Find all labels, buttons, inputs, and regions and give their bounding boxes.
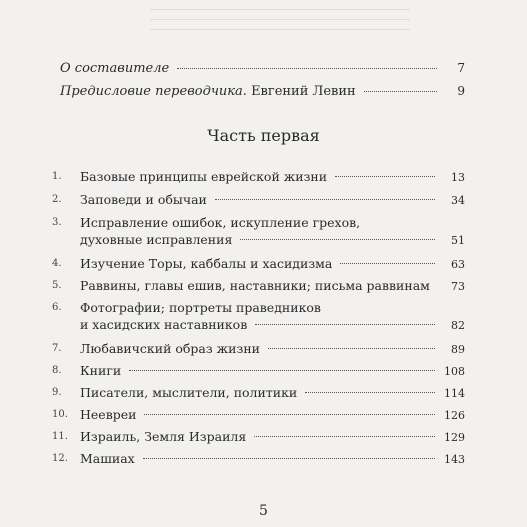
chapter-title: Раввины, главы ешив, наставники; письма раввинам [80,278,430,293]
chapter-title: Заповеди и обычаи [80,192,207,207]
chapter-number: 10. [52,409,68,420]
chapter-page: 51 [451,234,465,247]
chapter-number: 12. [52,453,68,464]
chapter-page: 13 [451,171,465,184]
chapter-title: Фотографии; портреты праведников [80,300,321,315]
chapter-entry [52,214,465,249]
chapter-entry [52,191,465,209]
toc-entry-page: 9 [457,84,465,98]
chapter-number: 7. [52,343,62,354]
dot-leader [240,239,435,240]
toc-entry-author: Евгений Левин [246,84,356,99]
toc-entry-title: О составителе [60,61,170,76]
chapter-page: 34 [451,194,465,207]
chapter-title-cont: и хасидских наставников [80,317,248,332]
chapter-page: 82 [451,319,465,332]
chapter-page: 89 [451,343,465,356]
chapter-title: Исправление ошибок, искупление грехов, [80,215,361,230]
dot-leader [255,324,435,325]
chapter-title: Базовые принципы еврейской жизни [80,169,328,184]
toc-entry-title: Предисловие переводчика. [60,84,247,99]
chapter-entry [52,362,465,380]
chapter-title-cont: духовные исправления [80,232,233,247]
chapter-page: 143 [444,453,465,466]
chapter-entry [52,299,465,334]
dot-leader [177,68,437,69]
chapter-number: 3. [52,217,62,228]
bleed-through-text [150,0,410,40]
chapter-title: Израиль, Земля Израиля [80,429,247,444]
chapter-number: 1. [52,171,62,182]
dot-leader [254,436,435,437]
chapter-number: 6. [52,302,62,313]
dot-leader [364,91,437,92]
toc-entry-translator-preface [60,83,465,100]
chapter-entry [52,428,465,446]
chapter-page: 129 [444,431,465,444]
toc-entry-about-compiler [60,60,465,77]
dot-leader [305,392,435,393]
chapter-number: 5. [52,280,62,291]
dot-leader [129,370,435,371]
chapter-title: Любавичский образ жизни [80,341,260,356]
chapter-title: Изучение Торы, каббалы и хасидизма [80,256,333,271]
chapter-title: Машиах [80,451,135,466]
dot-leader [268,348,435,349]
chapter-page: 63 [451,258,465,271]
part-title: Часть первая [207,126,320,145]
dot-leader [144,414,435,415]
chapter-number: 11. [52,431,68,442]
chapter-entry [52,450,465,468]
chapter-entry [52,340,465,358]
chapter-page: 114 [444,387,465,400]
chapter-entry [52,406,465,424]
chapter-number: 4. [52,258,62,269]
toc-entry-page: 7 [457,61,465,75]
dot-leader [215,199,435,200]
dot-leader [143,458,435,459]
page-number: 5 [259,503,268,519]
chapter-entry [52,277,465,295]
chapter-number: 2. [52,194,62,205]
chapter-title: Писатели, мыслители, политики [80,385,298,400]
dot-leader [335,176,435,177]
chapter-title: Книги [80,363,122,378]
dot-leader [340,263,435,264]
chapter-number: 8. [52,365,62,376]
chapter-entry [52,168,465,186]
chapter-page: 126 [444,409,465,422]
chapter-entry [52,255,465,273]
chapter-entry [52,384,465,402]
chapter-number: 9. [52,387,62,398]
chapter-page: 108 [444,365,465,378]
chapter-page: 73 [451,280,465,293]
chapter-title: Неевреи [80,407,137,422]
